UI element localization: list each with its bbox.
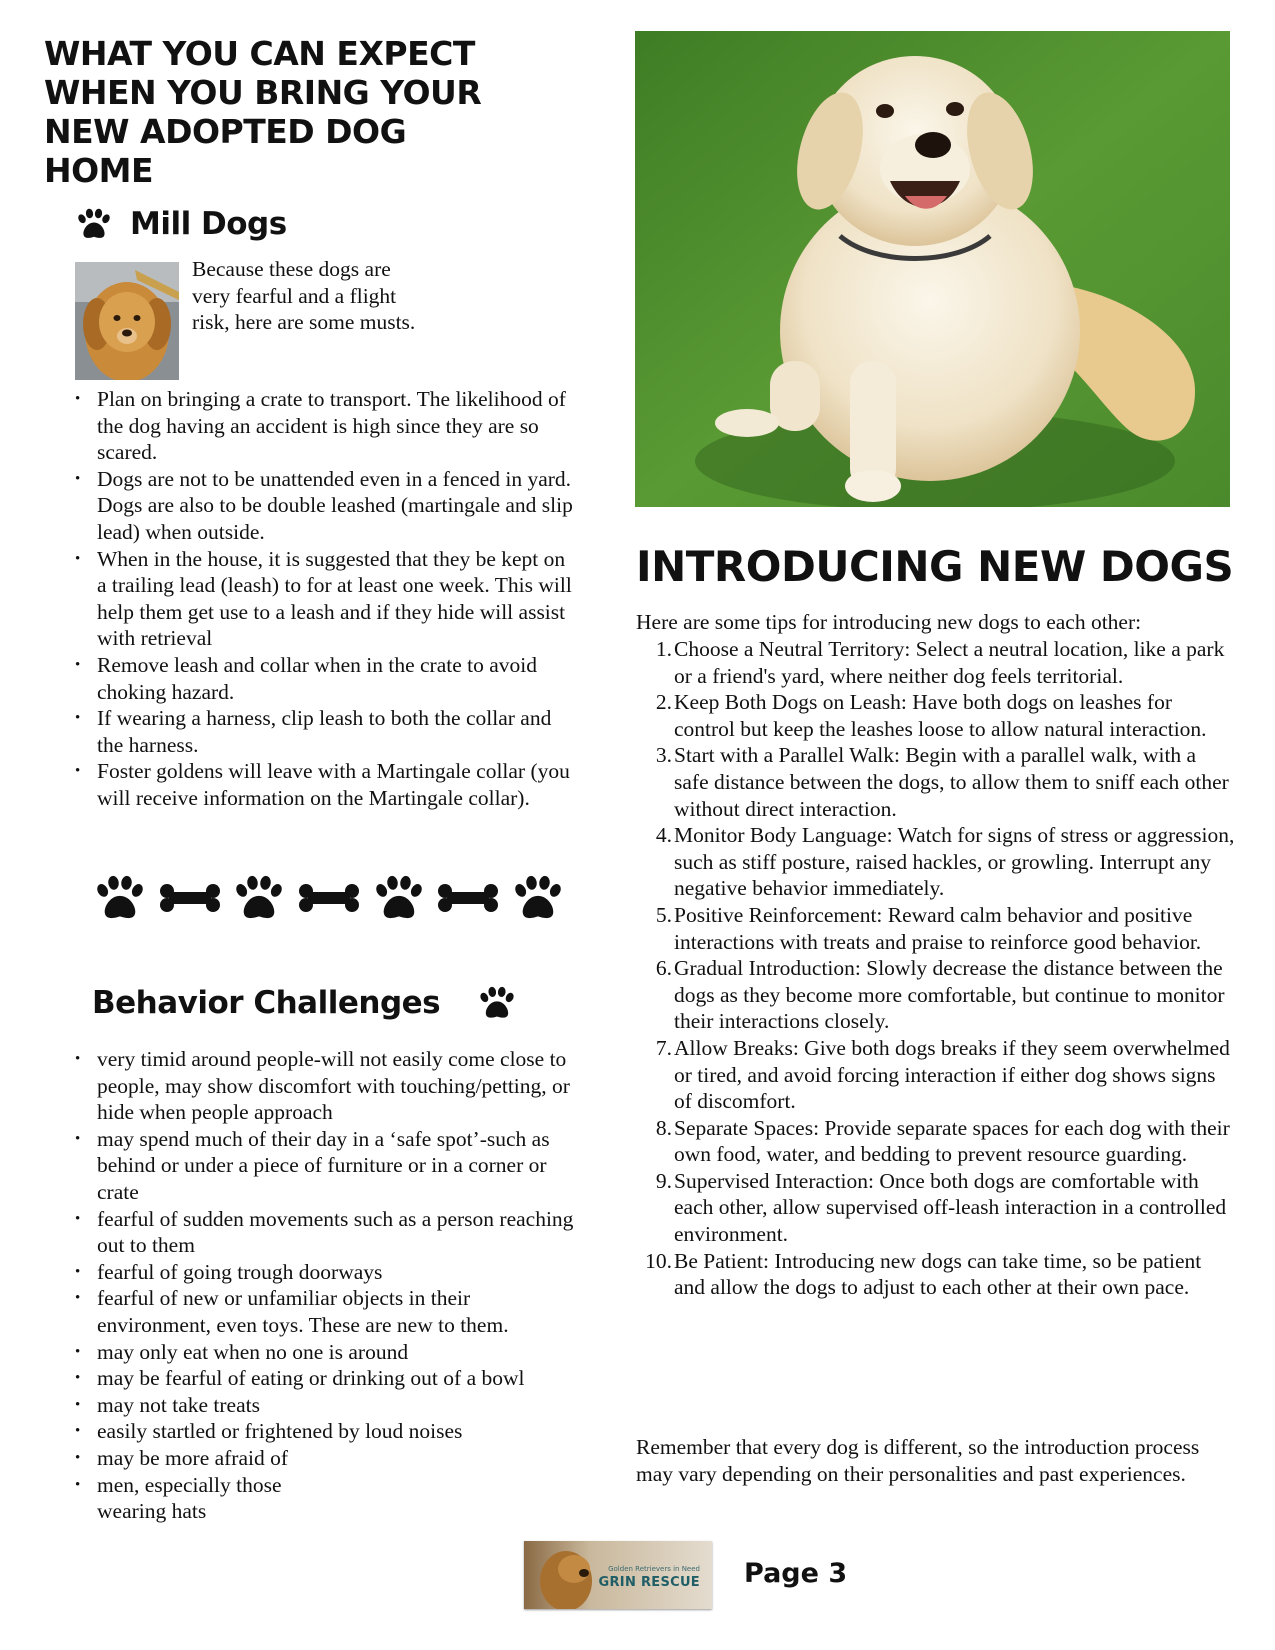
tip-text: Gradual Introduction: Slowly decrease the distance between the dogs as they become more comfortable, but continue to monitor their interactions closely. xyxy=(674,956,1225,1034)
list-item: • Dogs are not to be unattended even in a fenced in yard. Dogs are also to be double leashed (martingale and slip lead) when outside. xyxy=(70,466,575,546)
introducing-heading: INTRODUCING NEW DOGS xyxy=(636,542,1234,591)
tip-number: 7. xyxy=(655,1035,672,1060)
list-item: • If wearing a harness, clip leash to both the collar and the harness. xyxy=(70,705,575,758)
tip-text: Supervised Interaction: Once both dogs are comfortable with each other, allow supervised off-leash interaction in a controlled environment. xyxy=(674,1168,1227,1247)
tip-text: Be Patient: Introducing new dogs can take time, so be patient and allow the dogs to adjust to each other at their own pace. xyxy=(674,1248,1202,1300)
bone-icon xyxy=(157,881,223,915)
list-item xyxy=(636,689,1236,742)
tip-number: 10. xyxy=(645,1248,672,1273)
list-item: • may not take treats xyxy=(70,1392,580,1419)
grin-rescue-logo xyxy=(524,1541,712,1609)
paw-icon xyxy=(373,875,425,921)
tip-number: 5. xyxy=(655,902,672,927)
mill-dogs-list xyxy=(70,386,575,812)
list-item: • may only eat when no one is around xyxy=(70,1339,580,1366)
tip-text: Positive Reinforcement: Reward calm behavior and positive interactions with treats and praise to reinforce good behavior. xyxy=(674,902,1202,954)
tip-text: Choose a Neutral Territory: Select a neutral location, like a park or a friend's yard, where neither dog feels territorial. xyxy=(674,637,1225,688)
tip-number: 1. xyxy=(655,637,672,661)
logo-name: GRIN RESCUE xyxy=(598,1575,700,1590)
list-item xyxy=(636,1168,1236,1248)
tip-text: Keep Both Dogs on Leash: Have both dogs on leashes for control but keep the leashes loose to allow natural interaction. xyxy=(674,690,1207,741)
behavior-heading-row xyxy=(92,985,516,1021)
bone-icon xyxy=(435,881,501,915)
mill-dogs-heading: Mill Dogs xyxy=(130,206,287,242)
list-item xyxy=(636,742,1236,822)
paw-icon xyxy=(233,875,285,921)
paw-icon xyxy=(76,206,112,242)
tip-number: 3. xyxy=(655,743,672,768)
logo-subtitle: Golden Retrievers in Need xyxy=(608,1565,700,1573)
list-item: • very timid around people-will not easily come close to people, may show discomfort with touching/petting, or hide when people approach xyxy=(70,1046,580,1126)
list-item xyxy=(636,1035,1236,1115)
bone-icon xyxy=(296,881,362,915)
golden-retriever-photo xyxy=(635,31,1230,507)
list-item: • easily startled or frightened by loud noises xyxy=(70,1418,580,1445)
list-item xyxy=(636,636,1236,689)
list-item: • may spend much of their day in a ‘safe spot’-such as behind or under a piece of furniture or in a corner or crate xyxy=(70,1126,580,1206)
paw-icon xyxy=(512,875,564,921)
behavior-list xyxy=(70,1046,580,1525)
list-item: • Foster goldens will leave with a Martingale collar (you will receive information on the Martingale collar). xyxy=(70,758,575,811)
golden-puppy-photo xyxy=(75,262,179,380)
tip-text: Separate Spaces: Provide separate spaces for each dog with their own food, water, and bedding to prevent resource guarding. xyxy=(674,1115,1230,1167)
tip-number: 8. xyxy=(655,1115,672,1140)
tip-number: 9. xyxy=(655,1168,672,1193)
paw-bone-divider xyxy=(94,872,564,924)
list-item: • fearful of new or unfamiliar objects in their environment, even toys. These are new to them. xyxy=(70,1285,580,1338)
tips-list xyxy=(636,636,1236,1301)
list-item xyxy=(636,1115,1236,1168)
paw-icon xyxy=(478,985,516,1021)
tip-number: 2. xyxy=(655,690,672,715)
list-item: • may be more afraid of xyxy=(70,1445,580,1472)
introducing-closing: Remember that every dog is different, so the introduction process may vary depending on their personalities and past experiences. xyxy=(636,1435,1200,1486)
list-item: • fearful of going trough doorways xyxy=(70,1259,580,1286)
page-number: Page 3 xyxy=(744,1558,848,1589)
mill-dogs-intro: Because these dogs are very fearful and a flight risk, here are some musts. xyxy=(192,257,416,334)
mill-dogs-heading-row xyxy=(76,206,287,242)
introducing-lead: Here are some tips for introducing new dogs to each other: xyxy=(636,610,1142,634)
list-item: • Plan on bringing a crate to transport. The likelihood of the dog having an accident is high since they are so scared. xyxy=(70,386,575,466)
page-title: WHAT YOU CAN EXPECT WHEN YOU BRING YOUR NEW ADOPTED DOG HOME xyxy=(44,34,482,190)
list-item xyxy=(636,902,1236,955)
tip-number: 4. xyxy=(655,823,672,848)
tip-text: Allow Breaks: Give both dogs breaks if they seem overwhelmed or tired, and avoid forcing interaction if either dog shows signs of discomfort. xyxy=(674,1035,1230,1114)
list-item xyxy=(636,1248,1236,1301)
list-item: • When in the house, it is suggested that they be kept on a trailing lead (leash) to for at least one week. This will help them get use to a leash and if they hide will assist with retrieval xyxy=(70,546,575,652)
tip-text: Start with a Parallel Walk: Begin with a parallel walk, with a safe distance between the dogs, to allow them to sniff each other without direct interaction. xyxy=(674,743,1229,821)
paw-icon xyxy=(94,875,146,921)
list-item: • fearful of sudden movements such as a person reaching out to them xyxy=(70,1206,580,1259)
list-item xyxy=(636,955,1236,1035)
list-item: • may be fearful of eating or drinking out of a bowl xyxy=(70,1365,580,1392)
list-item xyxy=(636,822,1236,902)
list-item: • men, especially those wearing hats xyxy=(70,1472,317,1525)
list-item: • Remove leash and collar when in the crate to avoid choking hazard. xyxy=(70,652,575,705)
tip-number: 6. xyxy=(655,956,672,981)
behavior-heading: Behavior Challenges xyxy=(92,985,441,1021)
tip-text: Monitor Body Language: Watch for signs of stress or aggression, such as stiff posture, raised hackles, or growling. Interrupt any negative behavior immediately. xyxy=(674,823,1235,901)
